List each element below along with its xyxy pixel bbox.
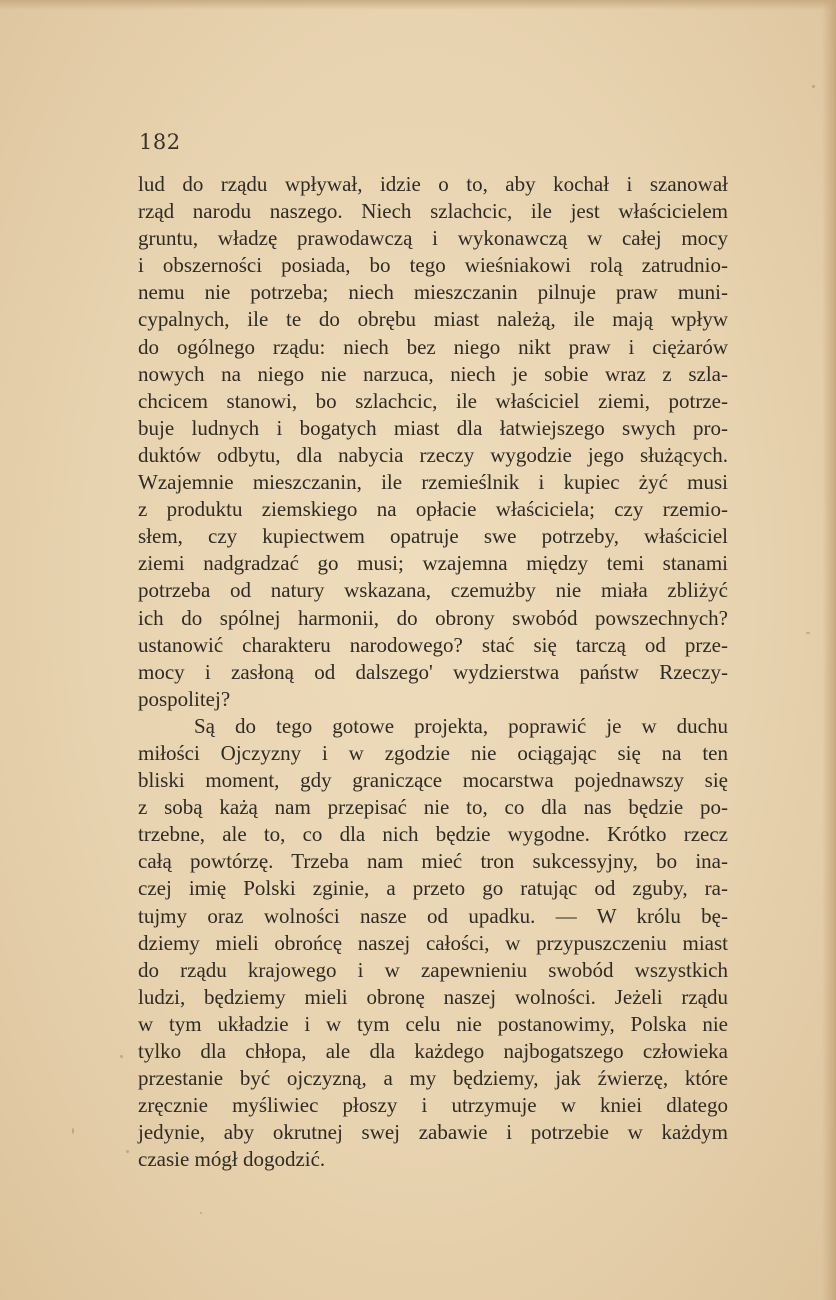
text-line: słem, czy kupiectwem opatruje swe potrzeby, właściciel [138, 524, 728, 549]
text-line: z sobą każą nam przepisać nie to, co dla nas będzie po- [138, 795, 728, 820]
page-number: 182 [139, 130, 181, 154]
text-line: jedynie, aby okrutnej swej zabawie i potrzebie w każdym [138, 1120, 728, 1145]
text-line: z produktu ziemskiego na opłacie właściciela; czy rzemio- [138, 497, 728, 522]
text-line: i obszerności posiada, bo tego wieśniakowi rolą zatrudnio- [138, 253, 728, 278]
text-line: nemu nie potrzeba; niech mieszczanin pilnuje praw muni- [138, 280, 728, 305]
text-line: dziemy mieli obrońcę naszej całości, w przypuszczeniu miast [138, 930, 728, 955]
paper-speck [148, 565, 151, 568]
text-line: nowych na niego nie narzuca, niech je sobie wraz z szla- [138, 361, 728, 386]
text-line: do ogólnego rządu: niech bez niego nikt praw i ciężarów [138, 334, 728, 359]
text-line: gruntu, władzę prawodawczą i wykonawczą w całej mocy [138, 226, 728, 251]
text-line: czej imię Polski zginie, a przeto go ratując od zguby, ra- [138, 876, 728, 901]
paper-speck [72, 1128, 74, 1134]
text-line: całą powtórzę. Trzeba nam mieć tron sukcessyjny, bo ina- [138, 849, 728, 874]
text-line: bliski moment, gdy graniczące mocarstwa pojednawszy się [138, 768, 728, 793]
text-line: do rządu krajowego i w zapewnieniu swobód wszystkich [138, 957, 728, 982]
text-line: cypalnych, ile te do obrębu miast należą, ile mają wpływ [138, 307, 728, 332]
paper-speck [120, 1055, 123, 1058]
paper-speck [200, 1212, 202, 1214]
text-line: mocy i zasłoną od dalszego' wydzierstwa państw Rzeczy- [138, 659, 728, 684]
body-text [138, 171, 728, 1173]
page-top-edge [0, 0, 836, 10]
text-line: przestanie być ojczyzną, a my będziemy, jak źwierzę, które [138, 1066, 728, 1091]
text-line: ziemi nadgradzać go musi; wzajemna między temi stanami [138, 551, 728, 576]
text-line: zręcznie myśliwiec płoszy i utrzymuje w kniei dlatego [138, 1093, 728, 1118]
text-line: lud do rządu wpływał, idzie o to, aby kochał i szanował [138, 172, 728, 196]
text-line: trzebne, ale to, co dla nich będzie wygodne. Krótko rzecz [138, 822, 728, 847]
text-line: duktów odbytu, dla nabycia rzeczy wygodzie jego służących. [138, 442, 728, 467]
paper-speck [806, 632, 810, 634]
text-line: ich do spólnej harmonii, do obrony swobód powszechnych? [138, 605, 728, 630]
text-line: potrzeba od natury wskazana, czemużby nie miała zbliżyć [138, 578, 728, 603]
text-line: chcicem stanowi, bo szlachcic, ile właściciel ziemi, potrze- [138, 388, 728, 413]
text-line: pospolitej? [138, 686, 231, 711]
text-line: czasie mógł dogodzić. [138, 1147, 326, 1172]
text-line: tujmy oraz wolności nasze od upadku. — W królu bę- [138, 903, 728, 928]
text-line: Są do tego gotowe projekta, poprawić je w duchu [194, 713, 728, 738]
text-line: w tym układzie i w tym celu nie postanowimy, Polska nie [138, 1011, 728, 1036]
text-line: ustanowić charakteru narodowego? stać się tarczą od prze- [138, 632, 728, 657]
paper-speck [126, 1150, 129, 1153]
text-line: miłości Ojczyzny i w zgodzie nie ociągając się na ten [138, 740, 728, 765]
text-line: rząd narodu naszego. Niech szlachcic, ile jest właścicielem [138, 199, 728, 224]
text-line: Wzajemnie mieszczanin, ile rzemieślnik i kupiec żyć musi [138, 470, 728, 495]
text-line: tylko dla chłopa, ale dla każdego najbogatszego człowieka [138, 1039, 728, 1063]
text-line: ludzi, będziemy mieli obronę naszej wolności. Jeżeli rządu [138, 984, 728, 1009]
paper-speck [812, 85, 815, 88]
page-right-edge [822, 0, 836, 1300]
text-line: buje ludnych i bogatych miast dla łatwiejszego swych pro- [138, 415, 728, 440]
